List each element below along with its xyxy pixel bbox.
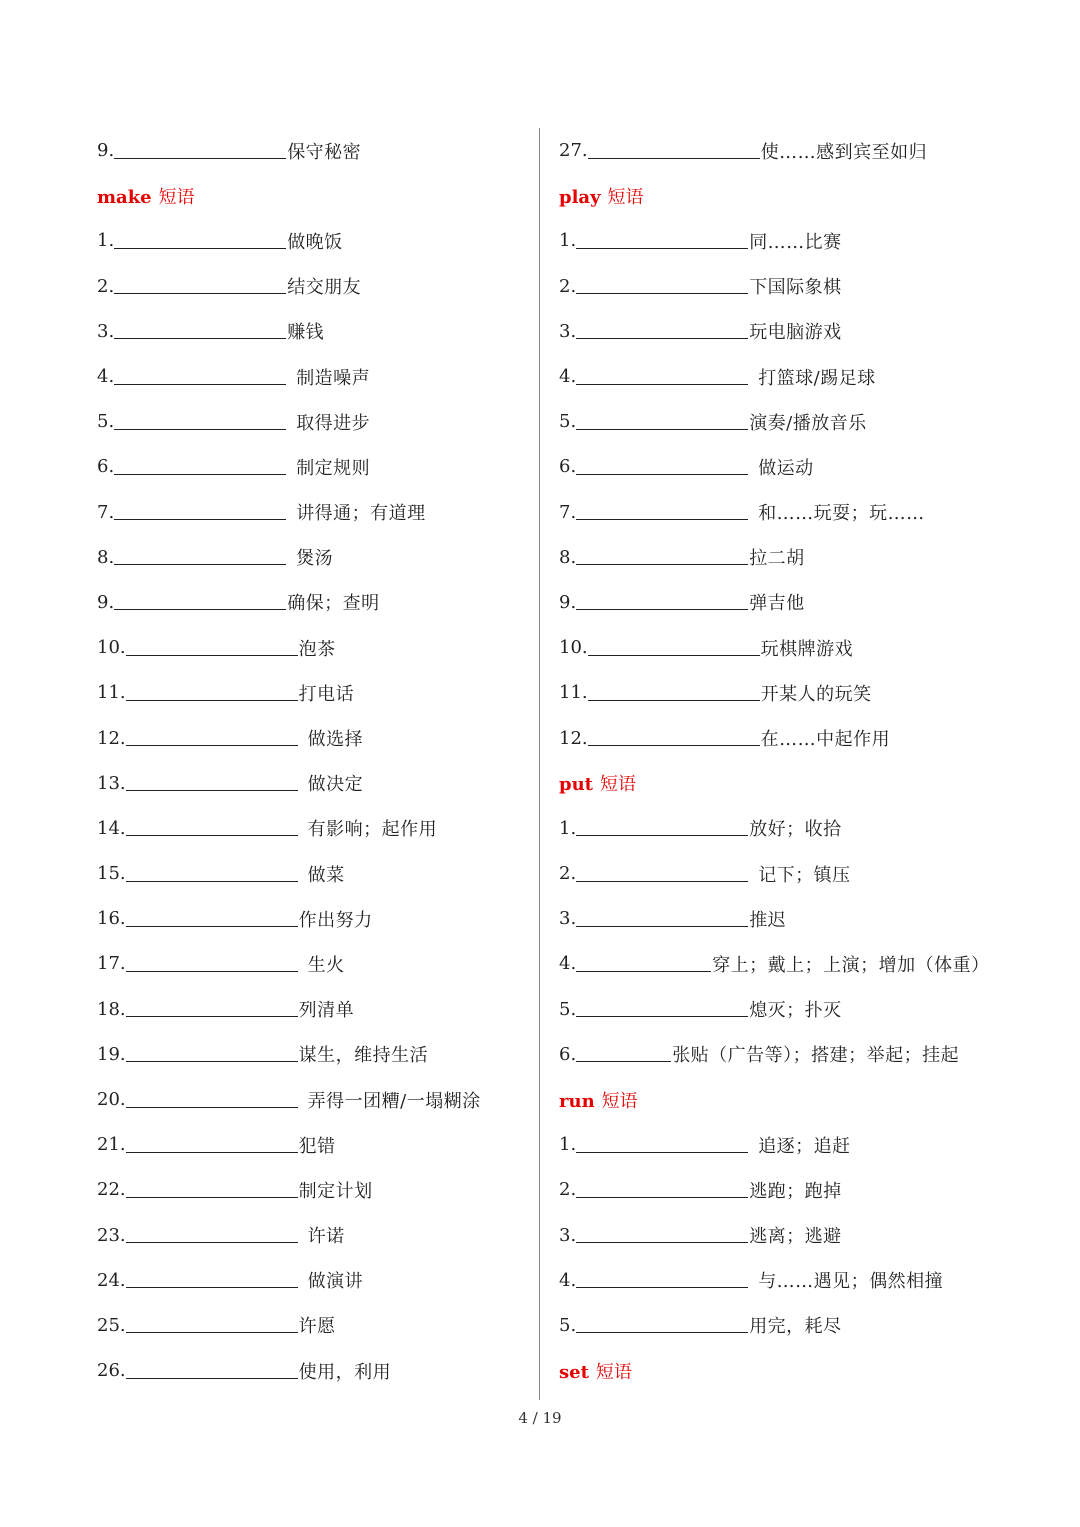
phrase-meaning: 穿上；戴上；上演；增加（体重） [712, 954, 990, 976]
phrase-item [559, 1122, 999, 1167]
item-number: 3. [559, 1224, 577, 1246]
phrase-item [559, 535, 999, 580]
item-number: 9. [559, 591, 577, 613]
answer-blank[interactable] [576, 504, 748, 520]
phrase-meaning: 许愿 [298, 1316, 336, 1338]
answer-blank[interactable] [576, 594, 748, 610]
phrase-item [97, 354, 527, 399]
phrase-item [97, 625, 527, 670]
phrase-meaning: 同……比赛 [749, 231, 842, 253]
answer-blank[interactable] [126, 1363, 298, 1379]
answer-blank[interactable] [576, 414, 748, 430]
phrase-meaning: 熄灭；扑灭 [749, 1000, 842, 1022]
answer-blank[interactable] [576, 369, 748, 385]
item-number: 6. [559, 456, 577, 478]
phrase-meaning: 许诺 [307, 1226, 345, 1248]
phrase-item [97, 490, 527, 535]
phrase-meaning: 谋生，维持生活 [298, 1045, 429, 1067]
answer-blank[interactable] [114, 369, 286, 385]
answer-blank[interactable] [576, 1317, 748, 1333]
phrase-meaning: 犯错 [298, 1135, 336, 1157]
phrase-meaning: 生火 [307, 954, 345, 976]
answer-blank[interactable] [114, 143, 286, 159]
right-column [559, 128, 999, 1393]
answer-blank[interactable] [126, 1272, 298, 1288]
phrase-item [97, 715, 527, 760]
answer-blank[interactable] [126, 1001, 298, 1017]
heading-label: 短语 [158, 186, 195, 208]
phrase-meaning: 下国际象棋 [749, 277, 842, 299]
phrase-item [97, 1213, 527, 1258]
phrase-item [97, 218, 527, 263]
phrase-item [559, 625, 999, 670]
phrase-meaning: 确保；查明 [287, 593, 380, 615]
item-number: 22. [97, 1179, 126, 1201]
phrase-meaning: 玩棋牌游戏 [760, 638, 854, 660]
item-number: 12. [559, 727, 588, 749]
item-number: 10. [559, 637, 588, 659]
answer-blank[interactable] [114, 323, 286, 339]
phrase-item [97, 1303, 527, 1348]
answer-blank[interactable] [126, 1227, 298, 1243]
item-number: 27. [559, 140, 588, 162]
phrase-meaning: 做演讲 [307, 1271, 364, 1293]
answer-blank[interactable] [126, 1092, 298, 1108]
answer-blank[interactable] [576, 1272, 748, 1288]
answer-blank[interactable] [126, 730, 298, 746]
item-number: 1. [559, 817, 577, 839]
section-heading [559, 1348, 999, 1393]
item-number: 2. [559, 1179, 577, 1201]
phrase-item [559, 987, 999, 1032]
heading-verb: put [559, 774, 593, 796]
phrase-meaning: 逃离；逃避 [749, 1226, 842, 1248]
item-number: 4. [97, 366, 115, 388]
answer-blank[interactable] [576, 278, 748, 294]
phrase-item [97, 896, 527, 941]
item-number: 3. [559, 320, 577, 342]
answer-blank[interactable] [126, 1046, 298, 1062]
section-heading-title [97, 183, 195, 209]
item-number: 11. [559, 682, 588, 704]
phrase-item [559, 580, 999, 625]
item-number: 4. [559, 1269, 577, 1291]
phrase-meaning: 放好；收拾 [749, 819, 842, 841]
heading-verb: make [97, 186, 152, 208]
item-number: 3. [559, 908, 577, 930]
heading-label: 短语 [607, 186, 644, 208]
heading-label: 短语 [600, 774, 636, 796]
item-number: 19. [97, 1043, 126, 1065]
item-number: 9. [97, 140, 115, 162]
item-number: 6. [559, 1043, 577, 1065]
answer-blank[interactable] [576, 1227, 748, 1243]
answer-blank[interactable] [114, 504, 286, 520]
phrase-meaning: 拉二胡 [749, 548, 805, 570]
answer-blank[interactable] [588, 640, 760, 656]
heading-label: 短语 [601, 1090, 638, 1112]
phrase-item [559, 1258, 999, 1303]
item-number: 9. [97, 591, 115, 613]
phrase-meaning: 在……中起作用 [760, 729, 891, 751]
answer-blank[interactable] [576, 1046, 671, 1062]
answer-blank[interactable] [576, 1001, 748, 1017]
phrase-item [97, 535, 527, 580]
phrase-item [97, 399, 527, 444]
phrase-meaning: 泡茶 [298, 638, 336, 660]
item-number: 12. [97, 727, 126, 749]
phrase-meaning: 赚钱 [287, 322, 325, 344]
phrase-item [97, 128, 527, 173]
phrase-meaning: 做决定 [307, 774, 364, 796]
item-number: 14. [97, 817, 126, 839]
item-number: 5. [559, 1314, 577, 1336]
item-number: 5. [559, 411, 577, 433]
phrase-meaning: 做运动 [758, 457, 814, 479]
item-number: 17. [97, 953, 126, 975]
phrase-item [97, 1167, 527, 1212]
phrase-item [97, 806, 527, 851]
phrase-meaning: 弹吉他 [749, 593, 805, 615]
phrase-item [97, 1122, 527, 1167]
phrase-meaning: 做选择 [307, 729, 364, 751]
item-number: 25. [97, 1314, 126, 1336]
answer-blank[interactable] [576, 911, 748, 927]
phrase-meaning: 使用，利用 [298, 1361, 392, 1383]
item-number: 4. [559, 953, 577, 975]
answer-blank[interactable] [114, 459, 286, 475]
section-heading-title [559, 1358, 632, 1384]
item-number: 2. [559, 863, 577, 885]
phrase-item [97, 851, 527, 896]
phrase-meaning: 取得进步 [296, 412, 371, 434]
phrase-meaning: 使……感到宾至如归 [760, 141, 928, 163]
item-number: 11. [97, 682, 126, 704]
phrase-meaning: 制造噪声 [296, 367, 371, 389]
phrase-meaning: 作出努力 [298, 909, 373, 931]
phrase-item [559, 399, 999, 444]
answer-blank[interactable] [126, 685, 298, 701]
phrase-item [97, 670, 527, 715]
phrase-item [559, 264, 999, 309]
column-divider [539, 128, 540, 1400]
heading-verb: play [559, 186, 601, 208]
phrase-item [97, 987, 527, 1032]
phrase-item [559, 1303, 999, 1348]
phrase-item [97, 1077, 527, 1122]
phrase-item [559, 670, 999, 715]
answer-blank[interactable] [576, 459, 748, 475]
phrase-item [97, 1258, 527, 1303]
phrase-meaning: 逃跑；跑掉 [749, 1180, 842, 1202]
item-number: 18. [97, 998, 126, 1020]
answer-blank[interactable] [114, 233, 286, 249]
answer-blank[interactable] [576, 956, 711, 972]
phrase-meaning: 列清单 [298, 1000, 355, 1022]
phrase-item [559, 1032, 999, 1077]
left-column [97, 128, 527, 1393]
item-number: 15. [97, 863, 126, 885]
phrase-item [97, 580, 527, 625]
item-number: 7. [559, 501, 577, 523]
phrase-meaning: 煲汤 [296, 548, 334, 570]
phrase-meaning: 用完，耗尽 [749, 1316, 842, 1338]
phrase-item [559, 1167, 999, 1212]
phrase-meaning: 张贴（广告等）；搭建；举起；挂起 [672, 1045, 960, 1067]
item-number: 3. [97, 320, 115, 342]
answer-blank[interactable] [576, 233, 748, 249]
phrase-item [559, 444, 999, 489]
phrase-meaning: 保守秘密 [287, 141, 362, 163]
phrase-meaning: 记下；镇压 [758, 864, 851, 886]
phrase-meaning: 打电话 [298, 683, 355, 705]
item-number: 5. [559, 998, 577, 1020]
phrase-meaning: 与……遇见；偶然相撞 [758, 1271, 944, 1293]
phrase-item [97, 444, 527, 489]
phrase-meaning: 玩电脑游戏 [749, 322, 842, 344]
answer-blank[interactable] [114, 549, 286, 565]
answer-blank[interactable] [114, 414, 286, 430]
phrase-item [559, 896, 999, 941]
phrase-item [97, 309, 527, 354]
item-number: 4. [559, 366, 577, 388]
answer-blank[interactable] [576, 323, 748, 339]
phrase-meaning: 演奏/播放音乐 [749, 412, 867, 434]
phrase-meaning: 和……玩耍；玩…… [758, 503, 925, 525]
phrase-meaning: 制定计划 [298, 1180, 373, 1202]
answer-blank[interactable] [126, 956, 298, 972]
answer-blank[interactable] [576, 866, 748, 882]
item-number: 24. [97, 1269, 126, 1291]
item-number: 5. [97, 411, 115, 433]
answer-blank[interactable] [114, 594, 286, 610]
phrase-item [97, 1348, 527, 1393]
item-number: 16. [97, 908, 126, 930]
page-number: 4 / 19 [518, 1409, 562, 1427]
answer-blank[interactable] [126, 1182, 298, 1198]
item-number: 8. [559, 546, 577, 568]
item-number: 2. [559, 275, 577, 297]
item-number: 1. [559, 230, 577, 252]
section-heading [559, 173, 999, 218]
item-number: 10. [97, 637, 126, 659]
phrase-meaning: 制定规则 [296, 457, 371, 479]
heading-verb: run [559, 1090, 595, 1112]
phrase-item [559, 806, 999, 851]
item-number: 7. [97, 501, 115, 523]
phrase-meaning: 结交朋友 [287, 277, 362, 299]
phrase-item [559, 851, 999, 896]
item-number: 6. [97, 456, 115, 478]
phrase-meaning: 推迟 [749, 909, 787, 931]
answer-blank[interactable] [126, 820, 298, 836]
section-heading [97, 173, 527, 218]
phrase-meaning: 讲得通；有道理 [296, 503, 426, 525]
phrase-item [97, 1032, 527, 1077]
phrase-item [559, 1213, 999, 1258]
section-heading [559, 1077, 999, 1122]
item-number: 23. [97, 1224, 126, 1246]
item-number: 2. [97, 275, 115, 297]
answer-blank[interactable] [576, 1137, 748, 1153]
phrase-meaning: 有影响；起作用 [307, 819, 438, 841]
answer-blank[interactable] [126, 911, 298, 927]
heading-label: 短语 [595, 1361, 632, 1383]
phrase-item [97, 941, 527, 986]
phrase-item [559, 309, 999, 354]
answer-blank[interactable] [126, 1317, 298, 1333]
phrase-item [559, 715, 999, 760]
phrase-item [559, 128, 999, 173]
phrase-item [559, 490, 999, 535]
phrase-item [97, 264, 527, 309]
section-heading-title [559, 183, 644, 209]
answer-blank[interactable] [126, 1137, 298, 1153]
phrase-meaning: 开某人的玩笑 [760, 683, 872, 705]
phrase-meaning: 弄得一团糟/一塌糊涂 [307, 1090, 481, 1112]
item-number: 8. [97, 546, 115, 568]
section-heading [559, 761, 999, 806]
answer-blank[interactable] [576, 1182, 748, 1198]
answer-blank[interactable] [588, 730, 760, 746]
answer-blank[interactable] [126, 866, 298, 882]
answer-blank[interactable] [126, 640, 298, 656]
answer-blank[interactable] [588, 685, 760, 701]
item-number: 26. [97, 1360, 126, 1382]
item-number: 1. [559, 1134, 577, 1156]
item-number: 21. [97, 1134, 126, 1156]
phrase-meaning: 打篮球/踢足球 [758, 367, 876, 389]
phrase-meaning: 做菜 [307, 864, 345, 886]
item-number: 20. [97, 1089, 126, 1111]
answer-blank[interactable] [576, 820, 748, 836]
phrase-item [559, 218, 999, 263]
section-heading-title [559, 770, 636, 796]
heading-verb: set [559, 1361, 589, 1383]
answer-blank[interactable] [114, 278, 286, 294]
phrase-meaning: 追逐；追赶 [758, 1135, 851, 1157]
answer-blank[interactable] [126, 775, 298, 791]
phrase-item [559, 354, 999, 399]
phrase-item [559, 941, 999, 986]
phrase-item [97, 761, 527, 806]
phrase-meaning: 做晚饭 [287, 231, 343, 253]
answer-blank[interactable] [576, 549, 748, 565]
answer-blank[interactable] [588, 143, 760, 159]
section-heading-title [559, 1087, 638, 1113]
item-number: 1. [97, 230, 115, 252]
item-number: 13. [97, 772, 126, 794]
